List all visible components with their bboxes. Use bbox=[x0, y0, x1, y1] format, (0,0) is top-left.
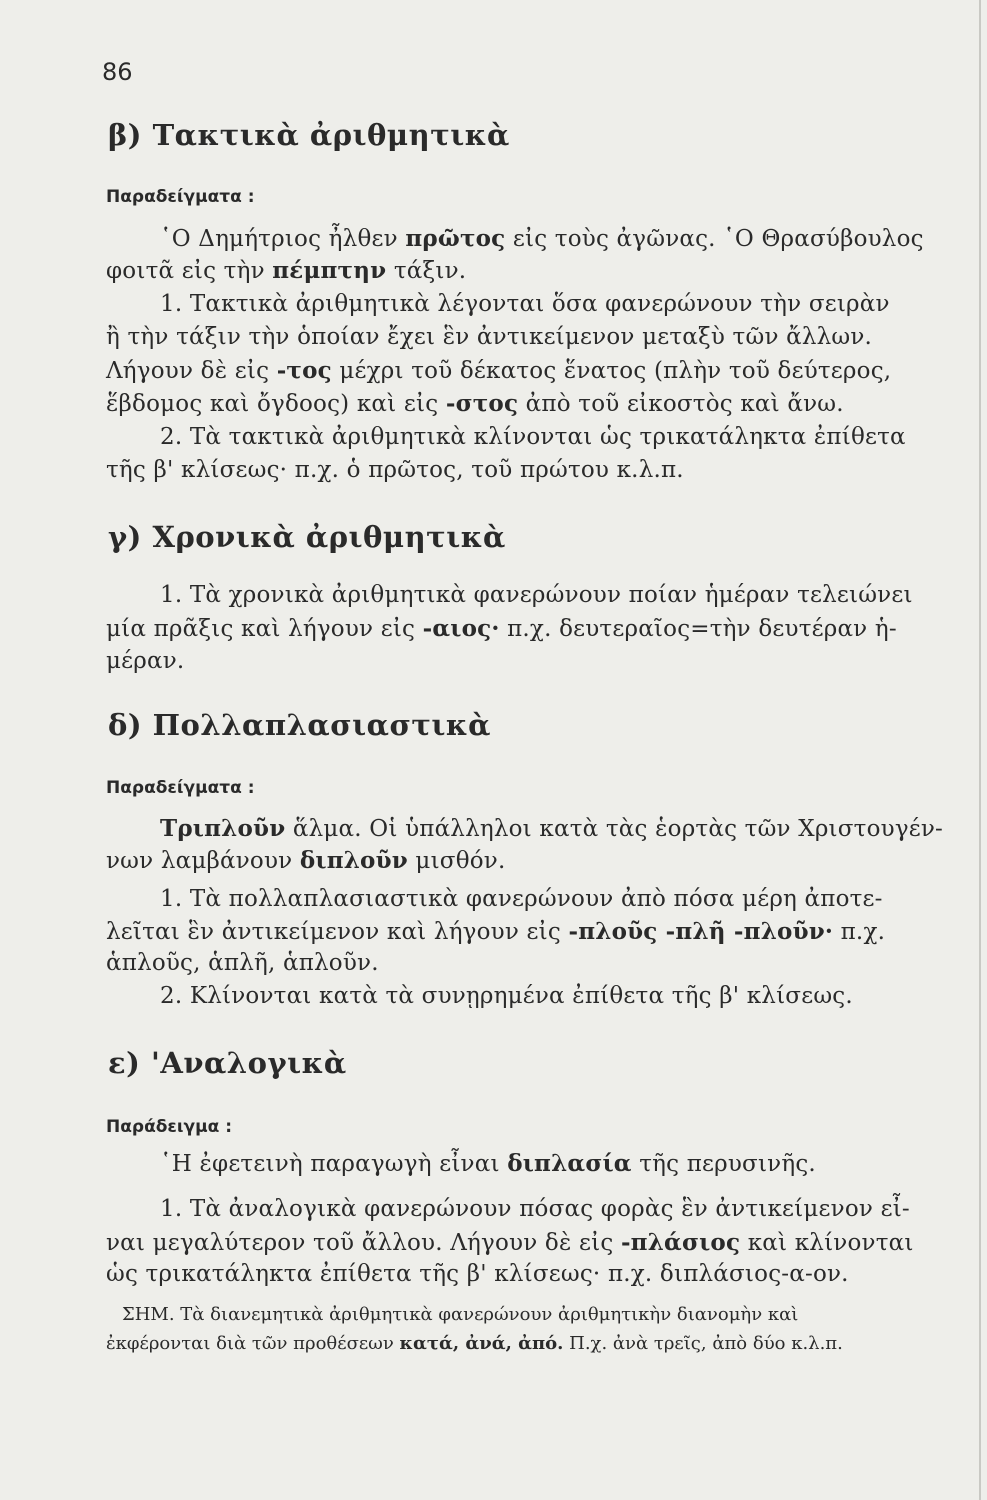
example-line bbox=[160, 1150, 816, 1177]
text: π.χ. δευτεραῖος=τὴν δευτέραν ἡ- bbox=[499, 616, 897, 642]
rule-line: ἁπλοῦς, ἁπλῆ, ἁπλοῦν. bbox=[106, 950, 379, 976]
bold-term: -πλάσιος bbox=[620, 1229, 741, 1256]
text: Λήγουν δὲ εἰς bbox=[106, 358, 277, 384]
rule-line: 2. Τὰ τακτικὰ ἀριθμητικὰ κλίνονται ὡς τρικατάληκτα ἐπίθετα bbox=[160, 424, 906, 450]
note-line: ΣΗΜ. Τὰ διανεμητικὰ ἀριθμητικὰ φανερώνουν ἀριθμητικὴν διανομὴν καὶ bbox=[122, 1304, 799, 1325]
rule-line: 1. Τακτικὰ ἀριθμητικὰ λέγονται ὅσα φανερώνουν τὴν σειρὰν bbox=[160, 291, 890, 317]
text: τῆς περυσινῆς. bbox=[631, 1151, 816, 1177]
rule-line bbox=[106, 615, 897, 642]
examples-label-beta: Παραδείγματα : bbox=[106, 187, 255, 207]
example-line bbox=[106, 847, 506, 874]
text: εἰς τοὺς ἀγῶνας. ῾Ο Θρασύβουλος bbox=[505, 226, 924, 252]
text: καὶ κλίνονται bbox=[740, 1230, 914, 1256]
section-heading-gamma: γ) Χρονικὰ ἀριθμητικὰ bbox=[108, 520, 506, 554]
text: ναι μεγαλύτερον τοῦ ἄλλου. Λήγουν δὲ εἰς bbox=[106, 1230, 621, 1256]
text: ῾Η ἐφετεινὴ παραγωγὴ εἶναι bbox=[160, 1151, 508, 1177]
example-label-epsilon: Παράδειγμα : bbox=[106, 1117, 233, 1137]
rule-line bbox=[106, 357, 891, 384]
text: νων λαμβάνουν bbox=[106, 848, 300, 874]
rule-line: μέραν. bbox=[106, 648, 185, 674]
example-line bbox=[106, 257, 466, 284]
examples-label-delta: Παραδείγματα : bbox=[106, 778, 255, 798]
section-heading-epsilon: ε) 'Αναλογικὰ bbox=[108, 1046, 347, 1080]
text: Π.χ. ἀνὰ τρεῖς, ἀπὸ δύο κ.λ.π. bbox=[563, 1333, 843, 1354]
section-heading-delta: δ) Πολλαπλασιαστικὰ bbox=[108, 708, 491, 742]
bold-term: -πλοῦς -πλῆ -πλοῦν· bbox=[568, 918, 834, 945]
rule-line: 1. Τὰ χρονικὰ ἀριθμητικὰ φανερώνουν ποίαν ἡμέραν τελειώνει bbox=[160, 582, 913, 608]
text: ἀπὸ τοῦ εἰκοστὸς καὶ ἄνω. bbox=[518, 391, 844, 417]
text: ἕβδομος καὶ ὄγδοος) καὶ εἰς bbox=[106, 391, 446, 417]
bold-term: πρῶτος bbox=[405, 225, 506, 252]
rule-line: ὡς τρικατάληκτα ἐπίθετα τῆς β' κλίσεως· π.χ. διπλάσιος-α-ον. bbox=[106, 1261, 849, 1287]
bold-term: -τος bbox=[276, 357, 332, 384]
rule-line bbox=[106, 390, 844, 417]
text: μέχρι τοῦ δέκατος ἕνατος (πλὴν τοῦ δεύτερος, bbox=[331, 358, 892, 384]
example-line bbox=[160, 225, 924, 252]
bold-term: διπλασία bbox=[507, 1150, 632, 1177]
page-edge bbox=[979, 0, 981, 1500]
bold-term: διπλοῦν bbox=[299, 847, 408, 874]
rule-line: ἢ τὴν τάξιν τὴν ὁποίαν ἔχει ἓν ἀντικείμενον μεταξὺ τῶν ἄλλων. bbox=[106, 324, 873, 350]
bold-term: πέμπτην bbox=[272, 257, 387, 284]
bold-term: Τριπλοῦν bbox=[160, 815, 286, 842]
bold-term: -αιος· bbox=[422, 615, 500, 642]
text: ῾Ο Δημήτριος ἦλθεν bbox=[160, 226, 406, 252]
text: μία πρᾶξις καὶ λήγουν εἰς bbox=[106, 616, 423, 642]
text: τάξιν. bbox=[386, 258, 467, 284]
text: ἅλμα. Οἱ ὑπάλληλοι κατὰ τὰς ἑορτὰς τῶν Χριστουγέν- bbox=[285, 816, 944, 842]
bold-term: -στος bbox=[445, 390, 519, 417]
text: π.χ. bbox=[833, 919, 886, 945]
note-line bbox=[106, 1333, 843, 1354]
rule-line: τῆς β' κλίσεως· π.χ. ὁ πρῶτος, τοῦ πρώτου κ.λ.π. bbox=[106, 457, 684, 483]
text: λεῖται ἓν ἀντικείμενον καὶ λήγουν εἰς bbox=[106, 919, 569, 945]
page-number: 86 bbox=[102, 58, 133, 86]
bold-term: κατά, ἀνά, ἀπό. bbox=[399, 1333, 564, 1354]
text: φοιτᾶ εἰς τὴν bbox=[106, 258, 273, 284]
rule-line: 1. Τὰ ἀναλογικὰ φανερώνουν πόσας φορὰς ἓν ἀντικείμενον εἶ- bbox=[160, 1196, 910, 1222]
text: μισθόν. bbox=[407, 848, 506, 874]
rule-line bbox=[106, 1229, 914, 1256]
rule-line bbox=[106, 918, 885, 945]
rule-line: 2. Κλίνονται κατὰ τὰ συνῃρημένα ἐπίθετα τῆς β' κλίσεως. bbox=[160, 983, 853, 1009]
example-line bbox=[160, 815, 943, 842]
text: ἐκφέρονται διὰ τῶν προθέσεων bbox=[106, 1333, 400, 1354]
rule-line: 1. Τὰ πολλαπλασιαστικὰ φανερώνουν ἀπὸ πόσα μέρη ἀποτε- bbox=[160, 886, 883, 912]
section-heading-beta: β) Τακτικὰ ἀριθμητικὰ bbox=[108, 118, 510, 152]
